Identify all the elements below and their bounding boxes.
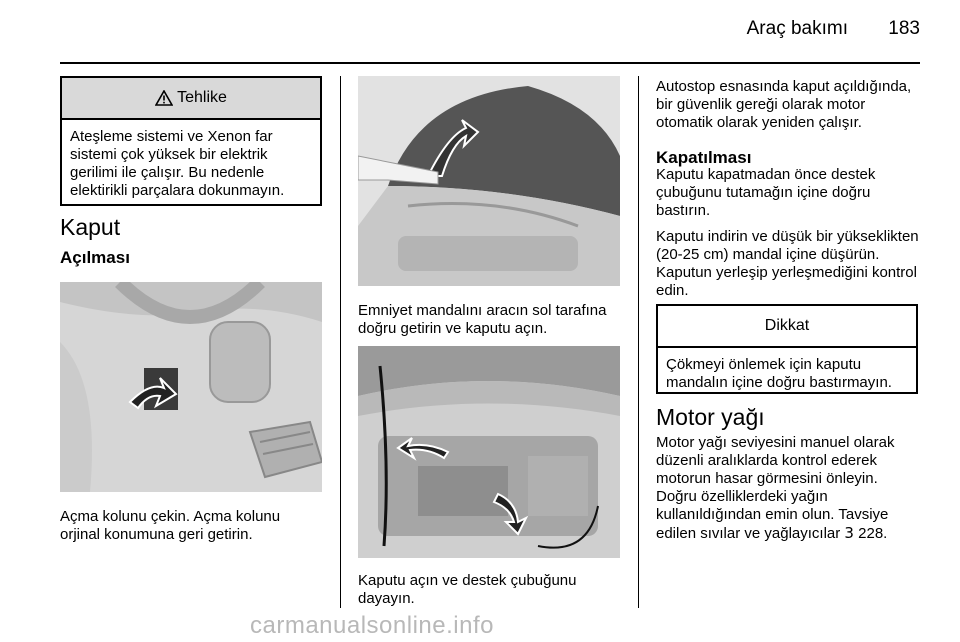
caution-box-title: Dikkat xyxy=(764,317,810,334)
autostop-note: Autostop esnasında kaput açıldığında, bir güvenlik gereği olarak motor otomatik olarak yeniden çalışır. xyxy=(656,78,912,131)
image-hood-prop xyxy=(358,346,620,558)
release-lever-illustration xyxy=(60,282,322,492)
oil-paragraph xyxy=(656,434,920,543)
subheading-kapatilmasi: Kapatılması xyxy=(656,148,752,167)
header-rule xyxy=(60,62,920,64)
caption-hood-prop: Kaputu açın ve destek çubuğunu dayayın. xyxy=(358,572,577,607)
section-heading-motor-yagi: Motor yağı xyxy=(656,404,765,430)
watermark-text: carmanualsonline.info xyxy=(250,612,494,639)
page-reference-arrow: 3 xyxy=(844,524,854,542)
danger-box-title: Tehlike xyxy=(177,89,227,106)
image-release-lever xyxy=(60,282,322,492)
danger-box xyxy=(60,76,322,206)
column-divider-1 xyxy=(340,76,341,608)
section-heading-kaput: Kaput xyxy=(60,214,121,240)
closing-paragraph-1: Kaputu kapatmadan önce destek çubuğunu tutamağın içine doğru bastırın. xyxy=(656,166,876,219)
closing-paragraph-2: Kaputu indirin ve düşük bir yükseklikten (20-25 cm) mandal içine düşürün. Kaputun yerleşip yerleşmediğini kontrol edin. xyxy=(656,228,919,299)
caution-box-text: Çökmeyi önlemek için kaputu mandalın içine doğru bastırmayın. xyxy=(666,356,892,391)
page-reference-number: 228. xyxy=(858,525,888,542)
page-number: 183 xyxy=(888,18,920,39)
running-header-title: Araç bakımı xyxy=(746,18,848,39)
subheading-acilmasi: Açılması xyxy=(60,248,130,267)
column-divider-2 xyxy=(638,76,639,608)
caution-box-header xyxy=(658,306,916,348)
image-hood-latch xyxy=(358,76,620,286)
hood-prop-illustration xyxy=(358,346,620,558)
caution-box xyxy=(656,304,918,394)
oil-text: Motor yağı seviyesini manuel olarak düzenli aralıklarda kontrol ederek motorun hasar görmesini önleyin. Doğru özelliklerdeki yağın kullanıldığından emin olun. Tavsiye edilen sıvılar ve yağlayıcılar xyxy=(656,434,895,542)
hood-latch-illustration xyxy=(358,76,620,286)
warning-triangle-icon xyxy=(155,90,173,106)
caption-release-lever: Açma kolunu çekin. Açma kolunu orjinal konumuna geri getirin. xyxy=(60,508,281,543)
danger-box-header xyxy=(62,78,320,120)
danger-box-text: Ateşleme sistemi ve Xenon far sistemi çok yüksek bir elektrik gerilimi ile çalışır. Bu nedenle elektirikli parçalara dokunmayın. xyxy=(70,128,285,199)
caption-hood-latch: Emniyet mandalını aracın sol tarafına doğru getirin ve kaputu açın. xyxy=(358,302,607,337)
